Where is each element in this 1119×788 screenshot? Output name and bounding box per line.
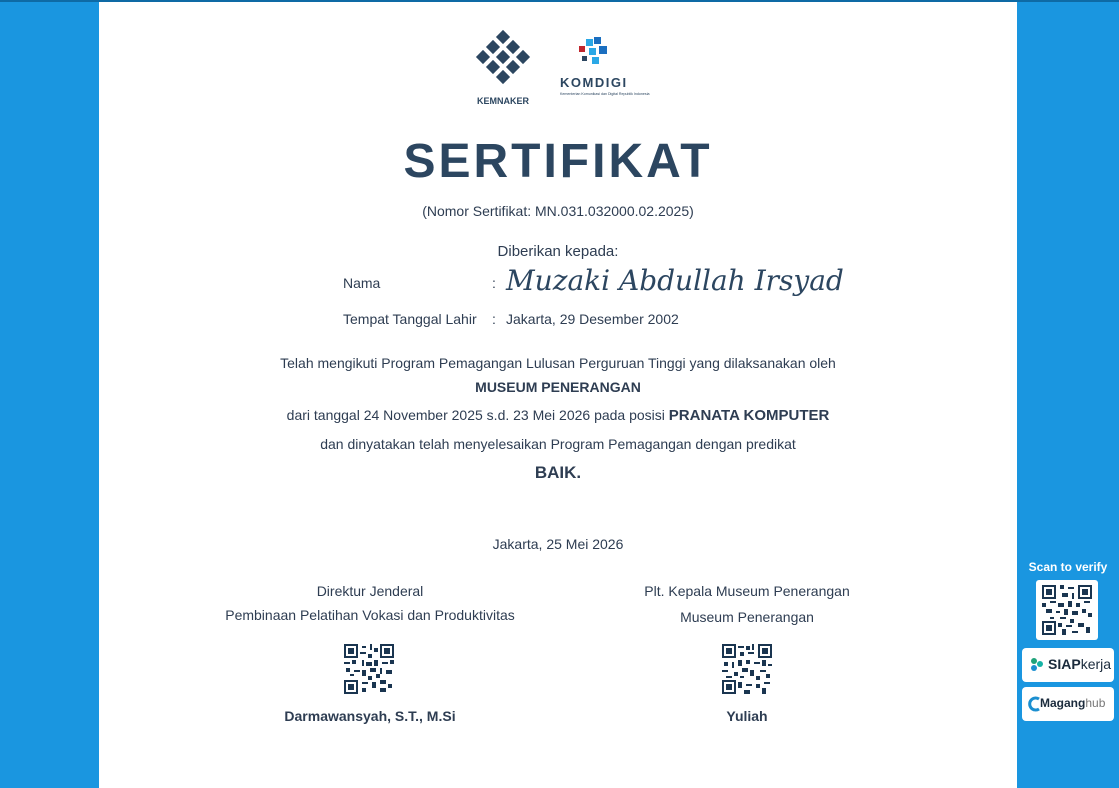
kemnaker-logo — [474, 30, 532, 108]
maganghub-wordmark: Maganghub — [1040, 696, 1106, 710]
body-line-3 — [99, 407, 1017, 424]
right-signatory-title-2: Museum Penerangan — [680, 609, 814, 625]
left-signatory-title-2: Pembinaan Pelatihan Vokasi dan Produktivitas — [225, 607, 515, 623]
right-signatory-title-1: Plt. Kepala Museum Penerangan — [644, 583, 850, 599]
kemnaker-label: KEMNAKER — [476, 96, 530, 106]
scan-to-verify-label: Scan to verify — [1028, 560, 1108, 574]
body-line-4: dan dinyatakan telah menyelesaikan Program Pemagangan dengan predikat — [320, 436, 796, 452]
certificate-title: SERTIFIKAT — [403, 135, 713, 188]
certificate-number: (Nomor Sertifikat: MN.031.032000.02.2025) — [422, 203, 694, 219]
recipient-name: Muzaki Abdullah Irsyad — [506, 264, 844, 297]
komdigi-sublabel: Kementerian Komunikasi dan Digital Republik Indonesia — [560, 92, 650, 96]
organization-name: MUSEUM PENERANGAN — [475, 379, 641, 395]
komdigi-label: KOMDIGI — [560, 75, 628, 90]
body-line-1: Telah mengikuti Program Pemagangan Lulusan Perguruan Tinggi yang dilaksanakan oleh — [280, 355, 836, 371]
komdigi-logo — [556, 35, 650, 103]
period-text: dari tanggal 24 November 2025 s.d. 23 Mei 2026 pada posisi — [286, 407, 665, 423]
siapkerja-badge[interactable] — [1022, 648, 1114, 682]
right-signatory-name: Yuliah — [726, 708, 768, 724]
birth-value: Jakarta, 29 Desember 2002 — [506, 311, 679, 327]
maganghub-logo-icon — [1028, 697, 1040, 711]
right-signature-qr — [722, 644, 772, 694]
birth-label: Tempat Tanggal Lahir — [343, 311, 477, 327]
siapkerja-wordmark: SIAPkerja — [1048, 656, 1112, 672]
grade: BAIK. — [534, 463, 582, 482]
name-colon: : — [492, 275, 496, 291]
left-signature-qr — [344, 644, 394, 694]
maganghub-badge[interactable] — [1022, 687, 1114, 721]
verify-qr-box[interactable] — [1036, 580, 1098, 640]
position-name: PRANATA KOMPUTER — [668, 407, 830, 424]
left-signatory-title-1: Direktur Jenderal — [316, 583, 424, 599]
siapkerja-logo-icon — [1028, 656, 1046, 674]
birth-colon: : — [492, 311, 496, 327]
left-signatory-name: Darmawansyah, S.T., M.Si — [284, 708, 456, 724]
verify-qr-code — [1042, 585, 1092, 635]
certificate-paper — [99, 2, 1017, 788]
given-to-label: Diberikan kepada: — [497, 243, 619, 260]
place-date: Jakarta, 25 Mei 2026 — [492, 536, 624, 552]
name-label: Nama — [343, 275, 381, 291]
